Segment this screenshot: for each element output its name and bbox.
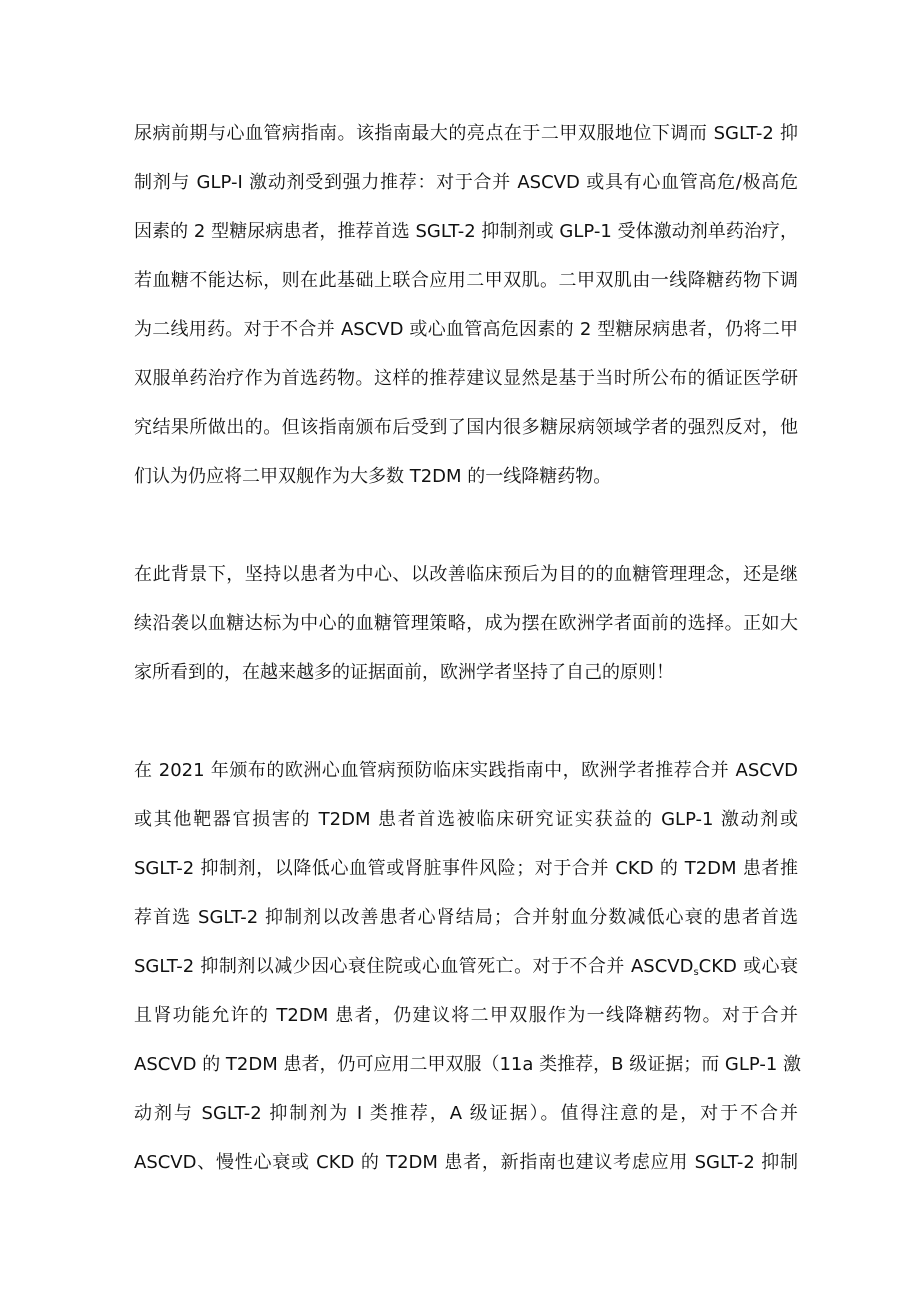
text-line: ASCVD 的 T2DM 患者，仍可应用二甲双服（11a 类推荐，B 级证据；而 GLP-1 激 xyxy=(134,1054,802,1075)
text-line: 若血糖不能达标，则在此基础上联合应用二甲双肌。二甲双肌由一线降糖药物下调 xyxy=(134,270,798,291)
text-line: 尿病前期与心血管病指南。该指南最大的亮点在于二甲双服地位下调而 SGLT-2 抑 xyxy=(134,123,798,144)
text-line: 究结果所做出的。但该指南颁布后受到了国内很多糖尿病领域学者的强烈反对，他 xyxy=(134,417,798,438)
text-line: 荐首选 SGLT-2 抑制剂以改善患者心肾结局；合并射血分数减低心衰的患者首选 xyxy=(134,907,798,928)
text-line: 为二线用药。对于不合并 ASCVD 或心血管高危因素的 2 型糖尿病患者，仍将二甲 xyxy=(134,319,798,340)
subscript-mark: s xyxy=(693,967,699,978)
text-line: SGLT-2 抑制剂，以降低心血管或肾脏事件风险；对于合并 CKD 的 T2DM 患者推 xyxy=(134,858,798,879)
text-segment: CKD 或心衰 xyxy=(698,956,798,977)
text-segment: SGLT-2 抑制剂以减少因心衰住院或心血管死亡。对于不合并 ASCVD xyxy=(134,956,694,977)
text-line: 们认为仍应将二甲双舰作为大多数 T2DM 的一线降糖药物。 xyxy=(134,466,612,487)
text-line: 在 2021 年颁布的欧洲心血管病预防临床实践指南中，欧洲学者推荐合并 ASCVD xyxy=(134,760,798,781)
text-line: 制剂与 GLP-I 激动剂受到强力推荐：对于合并 ASCVD 或具有心血管高危/极高危 xyxy=(134,172,798,193)
text-line: 续沿袭以血糖达标为中心的血糖管理策略，成为摆在欧洲学者面前的选择。正如大 xyxy=(134,613,798,634)
text-line: 或其他靶器官损害的 T2DM 患者首选被临床研究证实获益的 GLP-1 激动剂或 xyxy=(134,809,798,830)
text-line: 双服单药治疗作为首选药物。这样的推荐建议显然是基于当时所公布的循证医学研 xyxy=(134,368,798,389)
text-line xyxy=(134,947,798,987)
text-line: 动剂与 SGLT-2 抑制剂为 I 类推荐，A 级证据）。值得注意的是，对于不合并 xyxy=(134,1103,798,1124)
text-line: 因素的 2 型糖尿病患者，推荐首选 SGLT-2 抑制剂或 GLP-1 受体激动剂单药治疗， xyxy=(134,221,798,242)
text-line: 家所看到的，在越来越多的证据面前，欧洲学者坚持了自己的原则！ xyxy=(134,662,674,683)
text-line: 且肾功能允许的 T2DM 患者，仍建议将二甲双服作为一线降糖药物。对于合并 xyxy=(134,1005,798,1026)
text-line: 在此背景下，坚持以患者为中心、以改善临床预后为目的的血糖管理理念，还是继 xyxy=(134,564,798,585)
text-line: ASCVD、慢性心衰或 CKD 的 T2DM 患者，新指南也建议考虑应用 SGLT-2 抑制 xyxy=(134,1152,798,1173)
